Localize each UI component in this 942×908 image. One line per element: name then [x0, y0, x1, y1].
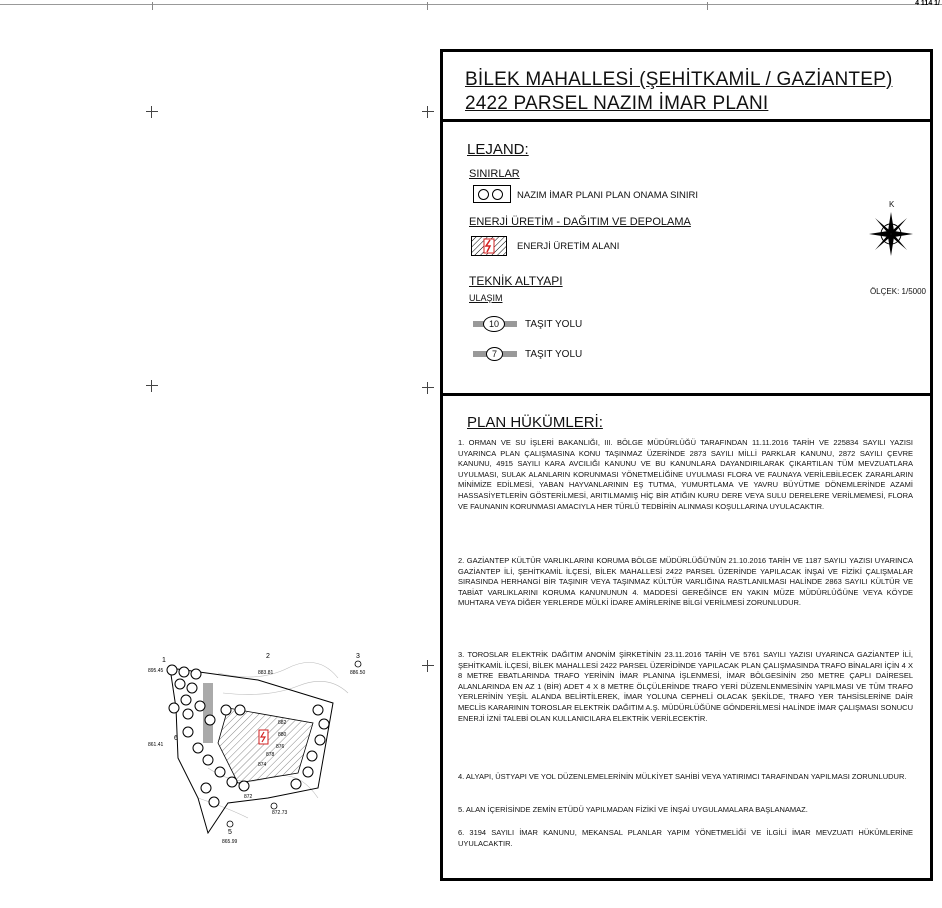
road-width-badge: 7	[486, 347, 503, 361]
registration-mark	[146, 106, 158, 118]
rule-text: 5. ALAN İÇERİSİNDE ZEMİN ETÜDÜ YAPILMADAN FİZİKİ VE İNŞAİ UYGULAMALARA BAŞLANAMAZ.	[458, 805, 808, 814]
road-label: TAŞIT YOLU	[525, 319, 583, 330]
boundary-item-label: NAZIM İMAR PLANI PLAN ONAMA SINIRI	[517, 190, 699, 201]
road-label: TAŞIT YOLU	[525, 349, 583, 360]
survey-point-elevation: 895.45	[148, 668, 164, 674]
technical-heading: TEKNİK ALTYAPI	[469, 274, 563, 288]
title-block	[443, 52, 930, 122]
scale-label: ÖLÇEK: 1/5000	[869, 287, 926, 296]
top-rule-tick	[427, 2, 428, 10]
survey-point-number: 2	[266, 653, 270, 660]
top-rule-tick	[152, 2, 153, 10]
legend-heading: LEJAND:	[467, 141, 529, 158]
energy-area-symbol	[471, 236, 507, 256]
rule-item	[458, 805, 913, 816]
rule-text: 1. ORMAN VE SU İŞLERİ BAKANLIĞI, III. BÖLGE MÜDÜRLÜĞÜ TARAFINDAN 11.11.2016 TARİH VE 225834 SAYILI YAZISI UYARINCA PLAN ÇALIŞMASINA KONU TAŞINMAZ ÜZERİNDE 2873 SAYILI MİLLİ PARKLAR KANUNU, 2872 SAYILI ÇEVRE KANUNU, 4915 SAYILI KARA AVCILIĞI KANUNU VE BU KANUNLARA DAYANDIRILARAK ÇIKARTILAN TÜM MEVZUATLARA UYULMASI, SULAK ALANLARIN KORUNMASI YÖNETMELİĞİNE UYULMASI FLORA VE FAUNAYA VERİLEBİLECEK ZARARLARIN MİNİMİZE EDİLMESİ, YABAN HAYVANLARININ EŞ TUTMA, YUMURTLAMA VE YAVRU BÜYÜTME DÖNEMLERİNDE AZAMİ HASSASİYETLERİN GÖSTERİLMESİ, ARITILMAMIŞ HİÇ BİR ATIĞIN KURU DERE VEYA SULU DERELERE VERİLMEMESİ, FLORA VE FAUNANIN KORUNMASI AMACIYLA HER TÜRLÜ TEDBİRİN ALINMASI KOŞULLARINA UYULACAKTIR.	[458, 438, 913, 511]
contour-label: 876	[276, 744, 285, 750]
contour-label: 872	[244, 794, 253, 800]
survey-point-number: 6	[174, 735, 178, 742]
site-plan-map	[148, 648, 380, 848]
road-strip	[203, 683, 213, 743]
rule-text: 4. ALYAPI, ÜSTYAPI VE YOL DÜZENLEMELERİNİN MÜLKİYET SAHİBİ VEYA YATIRIMCI TARAFINDAN YAPILMASI ZORUNLUDUR.	[458, 772, 907, 781]
survey-point-elevation: 865.99	[222, 839, 238, 845]
rule-item	[458, 438, 913, 512]
registration-mark	[422, 660, 434, 672]
survey-point-elevation: 861.41	[148, 742, 164, 748]
survey-point-number: 5	[228, 829, 232, 836]
road-symbol-7	[473, 348, 517, 360]
contour-label: 874	[258, 762, 267, 768]
boundary-circle-icon	[478, 189, 489, 200]
page-top-rule	[0, 4, 942, 5]
top-rule-tick	[707, 2, 708, 10]
energy-heading: ENERJİ ÜRETİM - DAĞITIM VE DEPOLAMA	[469, 216, 691, 228]
rule-item	[458, 772, 913, 783]
rule-text: 6. 3194 SAYILI İMAR KANUNU, MEKANSAL PLANLAR YAPIM YÖNETMELİĞİ VE İLGİLİ İMAR MEVZUATI HÜKÜMLERİNE UYULACAKTIR.	[458, 828, 913, 848]
rule-item	[458, 556, 913, 609]
north-letter: K	[889, 200, 895, 209]
registration-mark	[422, 106, 434, 118]
legend-block	[443, 122, 930, 396]
plan-sheet	[440, 49, 933, 881]
plan-rules-block	[443, 396, 930, 878]
rule-item	[458, 650, 913, 724]
contour-label: 882	[278, 720, 287, 726]
survey-point-elevation: 883.81	[258, 670, 274, 676]
plan-title-line2: 2422 PARSEL NAZIM İMAR PLANI	[465, 93, 769, 114]
rule-text: 3. TOROSLAR ELEKTRİK DAĞITIM ANONİM ŞİRKETİNİN 23.11.2016 TARİH VE 5761 SAYILI YAZISI UYARINCA GAZİANTEP İLİ, ŞEHİTKAMİL İLÇESİ, BİLEK MAHALLESİ 2422 PARSEL ÜZERİDİNDE YAPILACAK PLAN ÇALIŞMASINDA TRAFO BİNALARI İÇİN 4 X 8 METRE EBATLARINDA TRAFO YERİNİN İMAR PLANINA İŞLENMESİ, İMAR BÖLGESİNİN 250 METRE ÇAPLI DAİRESEL ALANLARINDA EN AZ 1 (BİR) ADET 4 X 8 METRE ÖLÇÜLERİNDE TRAFO YERİ DÜZENLENMESİNİN YAPILMASI VE TÜM TRAFO YERLERİNİN YEŞİL ALANDA BELİRTİLEREK, İMAR YOLUNA CEPHELİ OLACAK ŞEKİLDE, TRAFO YER TAHSİSLERİNE DAİR MECLİS KARARININ TOROSLAR ELEKTRİK DAĞITIM A.Ş. MÜDÜRLÜĞÜNE GÖNDERİLMESİ HALİNDE İMAR ÇALIŞMASI SONUCU ENERJİ İZNİ TALEBİ OLAN KULLANICILARA ELEKTRİK VERİLECEKTİR.	[458, 650, 913, 723]
survey-point-elevation: 872.73	[272, 810, 288, 816]
boundaries-heading: SINIRLAR	[469, 168, 520, 180]
survey-point-marker	[271, 803, 277, 809]
registration-mark	[146, 380, 158, 392]
registration-mark	[422, 382, 434, 394]
energy-item-label: ENERJİ ÜRETİM ALANI	[517, 241, 620, 252]
plan-title-line1: BİLEK MAHALLESİ (ŞEHİTKAMİL / GAZİANTEP)	[465, 69, 893, 90]
survey-point-number: 1	[162, 657, 166, 664]
survey-point-elevation: 886.50	[350, 670, 366, 676]
transport-subheading: ULAŞIM	[469, 293, 503, 303]
survey-point-marker	[355, 661, 361, 667]
rule-item	[458, 828, 913, 849]
plan-boundary-symbol	[473, 185, 511, 203]
contour-label: 878	[266, 752, 275, 758]
boundary-circle-icon	[492, 189, 503, 200]
rules-heading: PLAN HÜKÜMLERİ:	[467, 414, 603, 431]
contour-label: 880	[278, 732, 287, 738]
north-arrow-icon	[869, 212, 913, 256]
survey-point-marker	[227, 821, 233, 827]
rule-text: 2. GAZİANTEP KÜLTÜR VARLIKLARINI KORUMA BÖLGE MÜDÜRLÜĞÜ'NÜN 21.10.2016 TARİH VE 1187 SAYILI YAZISI UYARINCA GAZİANTEP İLİ, ŞEHİTKAMİL İLÇESİ, BİLEK MAHALLESİ 2422 PARSEL ÜZERİNDE YAPILACAK İNŞAİ VE FİZİKİ ÇALIŞMALAR SIRASINDA HERHANGİ BİR TAŞINIR VEYA TAŞINMAZ KÜLTÜR VARLIĞINA RASTLANILMASI HALİNDE 2863 SAYILI KÜLTÜR VE TABİAT VARLIKLARINI KORUMA KANUNUNUN 4. MADDESİ GEREĞİNCE EN YAKIN MÜZE MÜDÜRLÜĞÜNE VEYA KÖYDE MUHTARA VEYA DİĞER YERLERDE MÜLKİ İDARE AMİRLERİNE BİLGİ VERİLMESİ ZORUNLUDUR.	[458, 556, 913, 608]
road-symbol-10	[473, 318, 517, 330]
survey-point-number: 3	[356, 653, 360, 660]
sheet-code: 4 114 1/	[915, 0, 940, 7]
energy-production-area	[218, 708, 313, 783]
road-width-badge: 10	[483, 316, 505, 332]
